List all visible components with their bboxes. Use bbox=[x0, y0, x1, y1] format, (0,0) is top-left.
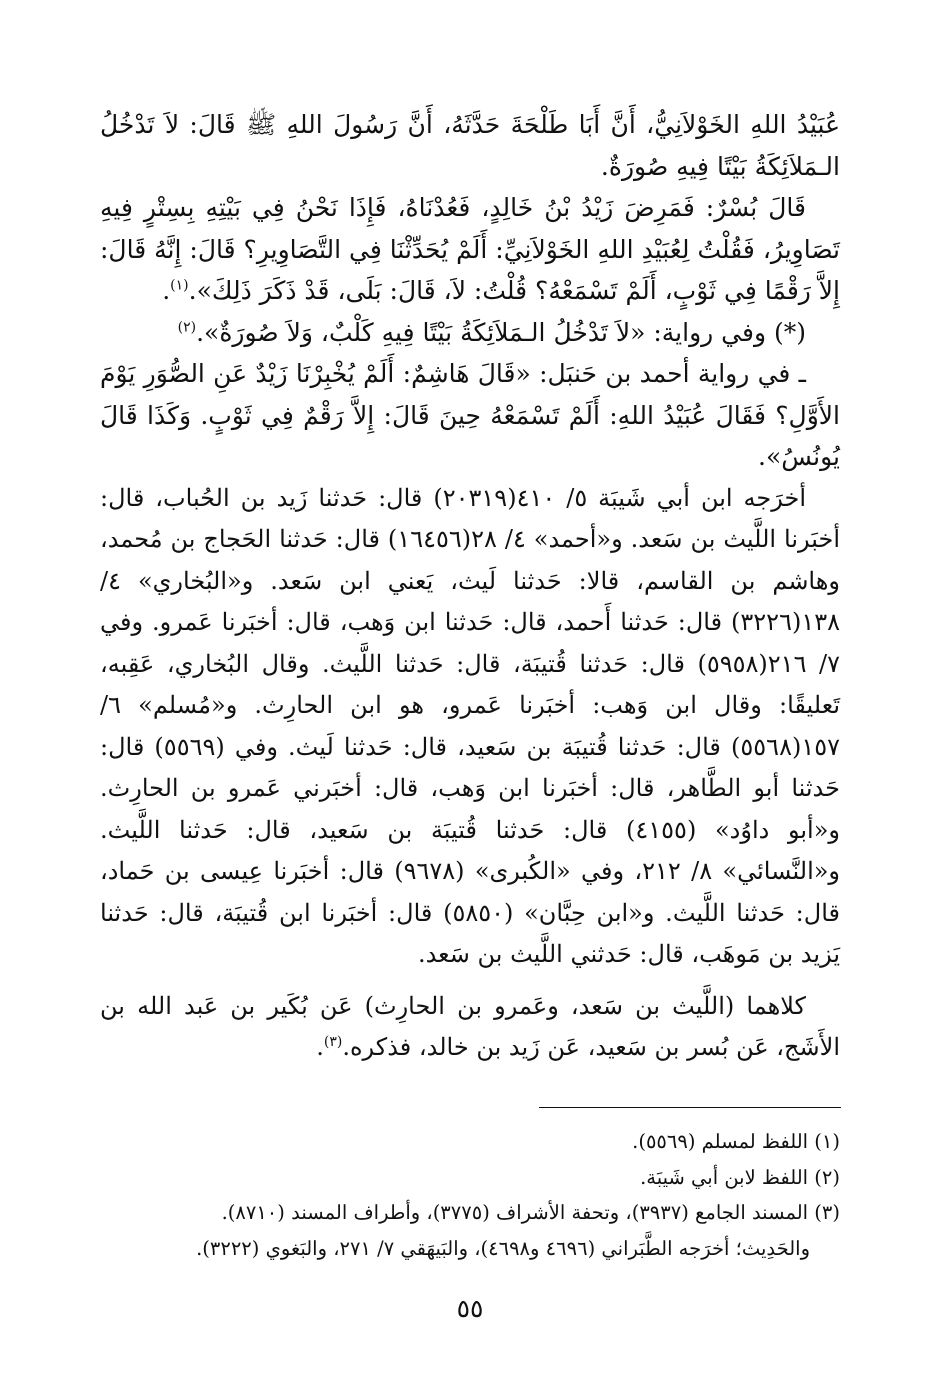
main-text bbox=[100, 104, 840, 1069]
footnote-divider bbox=[539, 1107, 841, 1108]
footnote-2: (٢) اللفظ لابن أبي شَيبَة. bbox=[640, 1165, 840, 1189]
footnote-1: (١) اللفظ لمسلم (٥٥٦٩). bbox=[632, 1130, 840, 1153]
busr-statement: قَالَ بُسْرٌ: فَمَرِضَ زَيْدُ بْنُ خَالِدٍ، فَعُدْنَاهُ، فَإِذَا نَحْنُ فِي بَيْتِهِ بِسِتْرٍ فِيهِ تَصَاوِيرُ، فَقُلْتُ لِعُبَيْدِ اللهِ الخَوْلاَنِيِّ: أَلَمْ يُحَدِّثْنَا فِي التَّصَاوِيرِ؟ قَالَ: إِنَّهُ قَالَ: إِلاَّ رَقْمًا فِي ثَوْبٍ، أَلَمْ تَسْمَعْهُ؟ قُلْتُ: لاَ، قَالَ: بَلَى، قَدْ ذَكَرَ ذَلِكَ».$^{(١)}$. bbox=[100, 193, 840, 305]
ahmad-riwaya-paragraph bbox=[100, 353, 840, 478]
ahmad-riwaya-text: ـ في رواية أحمد بن حَنبَل: «قَالَ هَاشِمٌ: أَلَمْ يُخْبِرْنَا زَيْدٌ عَنِ الصُّوَرِ يَوْمَ الأَوَّلِ؟ فَقَالَ عُبَيْدُ اللهِ: أَلَمْ تَسْمَعْهُ حِينَ قَالَ: إِلاَّ رَقْمٌ فِي ثَوْبٍ. وَكَذَا قَالَ يُونُسُ». bbox=[100, 359, 840, 471]
kilahuma-text: كلاهما (اللَّيث بن سَعد، وعَمرو بن الحارِث) عَن بُكَير بن عَبد الله بن الأَشَج، عَن بُسر بن سَعيد، عَن زَيد بن خالد، فذكره. bbox=[100, 991, 840, 1061]
busr-statement-text: قَالَ بُسْرٌ: فَمَرِضَ زَيْدُ بْنُ خَالِدٍ، فَعُدْنَاهُ، فَإِذَا نَحْنُ فِي بَيْتِهِ بِسِتْرٍ فِيهِ تَصَاوِيرُ، فَقُلْتُ لِعُبَيْدِ اللهِ الخَوْلاَنِيِّ: أَلَمْ يُحَدِّثْنَا فِي التَّصَاوِيرِ؟ قَالَ: إِنَّهُ قَالَ: إِلاَّ رَقْمًا فِي ثَوْبٍ، أَلَمْ تَسْمَعْهُ؟ قُلْتُ: لاَ، قَالَ: بَلَى، قَدْ ذَكَرَ ذَلِكَ». bbox=[100, 193, 840, 305]
footnote-ref-2: (٢) bbox=[177, 319, 197, 336]
footnote-ref-3: (٣) bbox=[323, 1034, 343, 1050]
takhrij-text: أخرَجه ابن أبي شَيبَة ٥/ ٤١٠(٢٠٣١٩) قال: حَدثنا زَيد بن الحُباب، قال: أخبَرنا اللَّيث بن سَعد. و«أحمد» ٤/ ٢٨(١٦٤٥٦) قال: حَدثنا الحَجاج بن مُحمد، وهاشم بن القاسم، قالا: حَدثنا لَيث، يَعني ابن سَعد. و«البُخاري» ٤/ ١٣٨(٣٢٢٦) قال: حَدثنا أَحمد، قال: حَدثنا ابن وَهب، قال: أخبَرنا عَمرو. وفي ٧/ ٢١٦(٥٩٥٨) قال: حَدثنا قُتيبَة، قال: حَدثنا اللَّيث. وقال البُخاري، عَقِبه، تَعليقًا: وقال ابن وَهب: أخبَرنا عَمرو، هو ابن الحارِث. و«مُسلم» ٦/ ١٥٧(٥٥٦٨) قال: حَدثنا قُتيبَة بن سَعيد، قال: حَدثنا لَيث. وفي (٥٥٦٩) قال: حَدثنا أبو الطَّاهر، قال: أخبَرنا ابن وَهب، قال: أخبَرني عَمرو بن الحارِث. و«أبو داوُد» (٤١٥٥) قال: حَدثنا قُتيبَة بن سَعيد، قال: حَدثنا اللَّيث. و«النَّسائي» ٨/ ٢١٢، وفي «الكُبرى» (٩٦٧٨) قال: أخبَرنا عِيسى بن حَماد، قال: حَدثنا اللَّيث. و«ابن حِبَّان» (٥٨٥٠) قال: أخبَرنا ابن قُتيبَة، قال: حَدثنا يَزيد بن مَوهَب، قال: حَدثني اللَّيث بن سَعد. bbox=[100, 483, 841, 968]
footnote-3-continuation: والحَدِيث؛ أخرَجه الطَّبَراني (٤٦٩٦ و٤٦٩٨)، والبَيهَقي ٧/ ٢٧١، والبَغوي (٣٢٢٢). bbox=[196, 1236, 810, 1260]
footnote-ref-1: (١) bbox=[170, 277, 189, 294]
footnotes bbox=[100, 1124, 840, 1266]
hadith-opening-text: عُبَيْدُ اللهِ الخَوْلاَنِيُّ، أَنَّ أَبَا طَلْحَةَ حَدَّثَهُ، أَنَّ رَسُولَ اللهِ ﷺ قَالَ: لاَ تَدْخُلُ الـمَلاَئِكَةُ بَيْتًا فِيهِ صُورَةٌ. bbox=[100, 110, 840, 181]
page-number: ٥٥ bbox=[456, 1294, 484, 1323]
kilahuma-paragraph: كلاهما (اللَّيث بن سَعد، وعَمرو بن الحارِث) عَن بُكَير بن عَبد الله بن الأَشَج، عَن بُسر بن سَعيد، عَن زَيد بن خالد، فذكره.$^{(٣)}$. bbox=[100, 991, 840, 1061]
riwaya-text: (*) وفي رواية: «لاَ تَدْخُلُ الـمَلاَئِكَةُ بَيْتًا فِيهِ كَلْبٌ، وَلاَ صُورَةٌ». bbox=[196, 317, 806, 347]
hadith-opening bbox=[100, 104, 840, 187]
takhrij-paragraph bbox=[100, 478, 840, 976]
riwaya-paragraph bbox=[100, 312, 840, 354]
footnote-3: (٣) المسند الجامع (٣٩٣٧)، وتحفة الأشراف (٣٧٧٥)، وأطراف المسند (٨٧١٠). bbox=[221, 1201, 840, 1224]
